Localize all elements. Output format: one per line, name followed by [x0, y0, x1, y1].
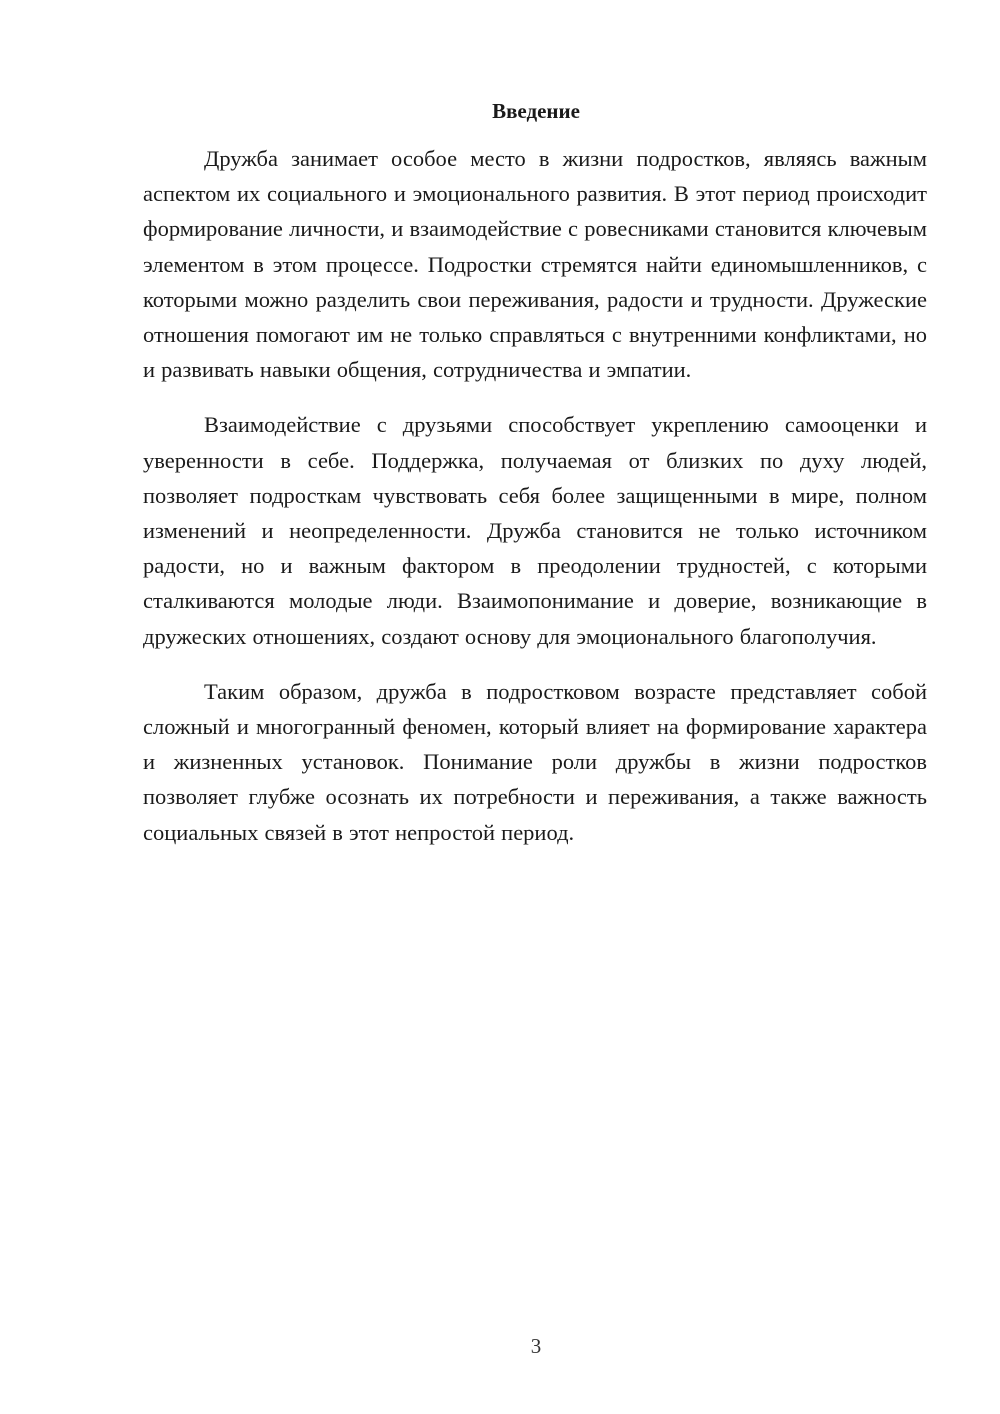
- section-title: Введение: [492, 99, 580, 123]
- paragraph-1: Дружба занимает особое место в жизни подростков, являясь важным аспектом их социального и эмоционального развития. В этот период происходит формирование личности, и взаимодействие с ровесниками становится ключевым элементом в этом процессе. Подростки стремятся найти единомышленников, с которыми можно разделить свои переживания, радости и трудности. Дружеские отношения помогают им не только справляться с внутренними конфликтами, но и развивать навыки общения, сотрудничества и эмпатии.: [143, 146, 927, 383]
- paragraph-2: Взаимодействие с друзьями способствует укреплению самооценки и уверенности в себе. Поддержка, получаемая от близких по духу людей, позволяет подросткам чувствовать себя более защищенными в мире, полном изменений и неопределенности. Дружба становится не только источником радости, но и важным фактором в преодолении трудностей, с которыми сталкиваются молодые люди. Взаимопонимание и доверие, возникающие в дружеских отношениях, создают основу для эмоционального благополучия.: [143, 412, 927, 649]
- paragraph-3: Таким образом, дружба в подростковом возрасте представляет собой сложный и многогранный феномен, который влияет на формирование характера и жизненных установок. Понимание роли дружбы в жизни подростков позволяет глубже осознать их потребности и переживания, а также важность социальных связей в этот непростой период.: [143, 678, 927, 845]
- body-text: [143, 141, 927, 850]
- page-number: 3: [530, 1334, 542, 1358]
